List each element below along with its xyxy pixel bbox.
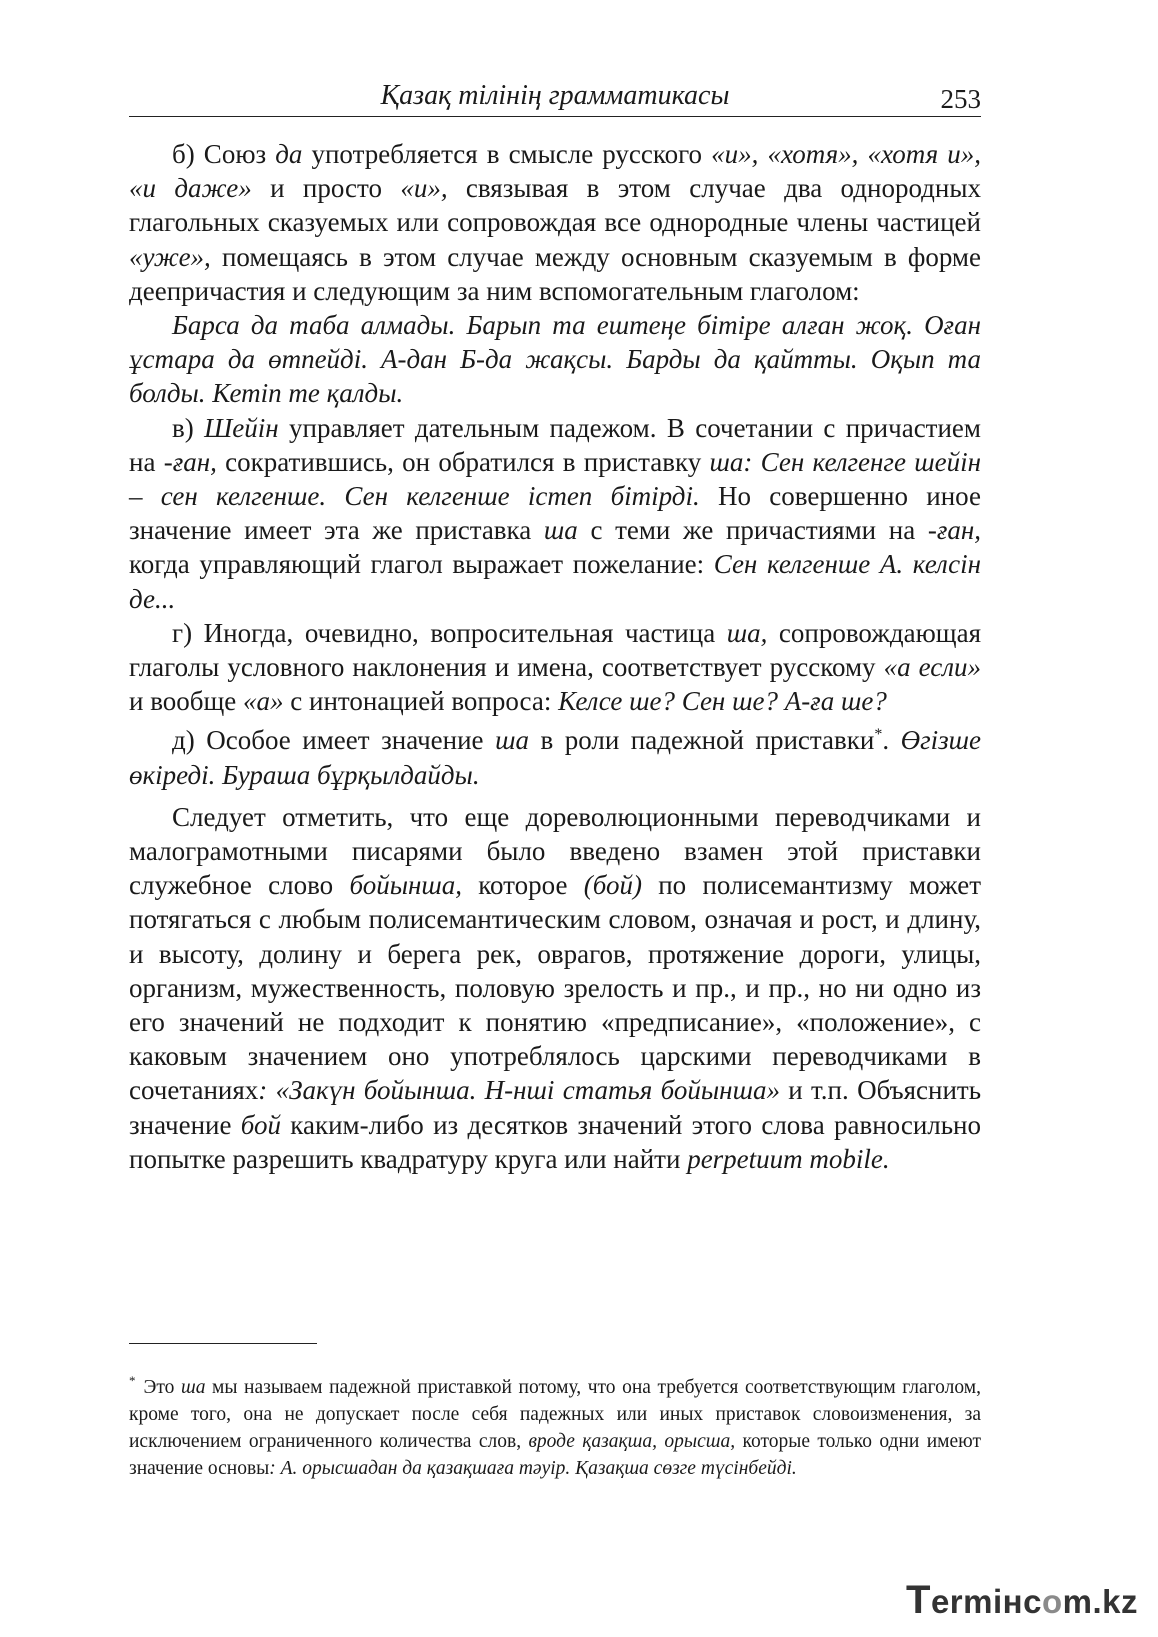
watermark-text: o bbox=[1041, 1583, 1063, 1620]
italic-run: ған, bbox=[172, 446, 217, 477]
text-run: связывая в этом случае два однородных глагольных сказуемых или сопровождая все однородные члены частицей bbox=[129, 173, 982, 238]
italic-run: «и», bbox=[400, 173, 448, 204]
italic-run: да bbox=[275, 139, 303, 169]
italic-run: «уже», bbox=[129, 241, 211, 272]
italic-run: Келсе ше? Сен ше? А-ға ше? bbox=[558, 686, 887, 717]
paragraph-d bbox=[129, 718, 981, 791]
text-run: д) Особое имеет значение bbox=[172, 725, 496, 756]
text-run: которое bbox=[462, 870, 584, 901]
text-run: с интонацией вопроса: bbox=[283, 686, 559, 717]
text-run: управляет дательным падежом. В сочетании с причастием на - bbox=[129, 412, 981, 477]
italic-run: : А. орысшадан да қазақшаға тәуір. Қазақша сөзге түсінбейді. bbox=[269, 1458, 797, 1479]
running-title: Қазақ тілінің грамматикасы bbox=[380, 80, 730, 111]
watermark-text: T bbox=[906, 1578, 931, 1622]
text-run: когда управляющий глагол выражает пожелание: bbox=[129, 549, 714, 580]
italic-run: ша bbox=[180, 1377, 206, 1398]
footnote-ref: * bbox=[874, 726, 883, 744]
italic-run: (бой) bbox=[583, 870, 642, 901]
text-run: и просто bbox=[251, 173, 401, 204]
italic-run: Өгізше өкіреді. Бураша бұрқылдайды. bbox=[129, 725, 982, 790]
italic-run: бой bbox=[240, 1109, 281, 1140]
footnote bbox=[129, 1367, 981, 1482]
italic-run: Барса да таба алмады. Барып та ештеңе бітіре алған жоқ. Оған ұстара да өтпейді. А-дан Б-да жақсы. Барды да қайтты. Оқып та болды. Кетіп те қалды. bbox=[129, 310, 981, 409]
italic-run: «и», «хотя», «хотя и», «и даже» bbox=[129, 139, 982, 204]
italic-run: «а если» bbox=[883, 652, 982, 683]
paragraph-v bbox=[129, 411, 981, 616]
text-run: в роли падежной приставки bbox=[528, 725, 875, 756]
text-run: сократившись, он обратился в приставку bbox=[216, 446, 710, 477]
text-run: . bbox=[882, 725, 901, 756]
italic-run: : «Закүн бойынша. Н-нші статья бойынша» bbox=[258, 1075, 780, 1106]
italic-run: Шейін bbox=[204, 412, 279, 443]
text-run: и т.п. Объяснить значение bbox=[129, 1075, 982, 1140]
text-run: г) Иногда, очевидно, вопросительная частица bbox=[172, 617, 727, 648]
main-text bbox=[129, 137, 981, 1176]
paragraph-b bbox=[129, 137, 981, 308]
text-run: с теми же причастиями на - bbox=[577, 515, 937, 546]
paragraph-g bbox=[129, 616, 981, 719]
text-run: которые только одни имеют значение основы bbox=[129, 1431, 981, 1479]
italic-run: ша: Сен келгенге шейін – сен келгенше. Сен келгенше істеп бітірді. bbox=[129, 446, 981, 512]
italic-run: ша bbox=[543, 515, 578, 546]
italic-run: ған, bbox=[936, 515, 981, 546]
text-run: Следует отметить, что еще дореволюционными переводчиками и малограмотными писарями было введено взамен этой приставки служебное слово bbox=[129, 801, 981, 901]
page-number: 253 bbox=[940, 84, 981, 114]
watermark-text: m.kz bbox=[1062, 1583, 1138, 1620]
example-paragraph bbox=[129, 308, 981, 411]
italic-run: бойынша, bbox=[349, 870, 463, 901]
text-run: помещаясь в этом случае между основным сказуемым в форме деепричастия и следующим за ним вспомогательным глаголом: bbox=[129, 241, 981, 306]
watermark-text: ermінс bbox=[930, 1583, 1042, 1620]
text-run: б) Союз bbox=[172, 139, 276, 169]
text-run: Но совершенно иное значение имеет эта же приставка bbox=[129, 481, 981, 546]
text-run: сопровождающая глаголы условного наклонения и имена, соответствует русскому bbox=[129, 617, 981, 683]
italic-run: ша, bbox=[726, 617, 768, 648]
italic-run: «а» bbox=[243, 686, 284, 717]
text-run: каким-либо из десятков значений этого слова равносильно попытке разрешить квадратуру круга или найти bbox=[129, 1109, 981, 1174]
italic-run: ша bbox=[495, 725, 529, 756]
italic-run: Сен келгенше А. келсін де... bbox=[129, 549, 981, 614]
italic-run: вроде қазақша, орысша, bbox=[528, 1431, 736, 1452]
text-run: по полисемантизму может потягаться с любым полисемантическим словом, означая и рост, и длину, и высоту, долину и берега рек, оврагов, протяжение дороги, улицы, организм, мужественность, половую зрелость и пр., и пр., но ни одно из его значений не подходит к понятию «предписание», «положение», с каковым значением оно употреблялось царскими переводчиками в сочетаниях bbox=[129, 870, 982, 1106]
text-run: Это bbox=[143, 1377, 181, 1398]
footnote-marker: * bbox=[129, 1373, 136, 1388]
footnote-divider bbox=[129, 1343, 317, 1344]
text-run: в) bbox=[172, 412, 205, 443]
page-header bbox=[129, 78, 981, 117]
site-watermark bbox=[906, 1578, 1138, 1623]
footnote-text bbox=[129, 1367, 981, 1482]
paragraph-conclusion bbox=[129, 800, 981, 1176]
text-run: употребляется в смысле русского bbox=[302, 139, 712, 169]
text-run: мы называем падежной приставкой потому, что она требуется соответствующим глаголом, кроме того, она не допускает после себя падежных или иных приставок словоизменения, за исключением ограниченного количества слов, bbox=[129, 1377, 981, 1452]
italic-run: perpetuum mobile. bbox=[687, 1143, 890, 1174]
text-run: и вообще bbox=[129, 686, 244, 717]
